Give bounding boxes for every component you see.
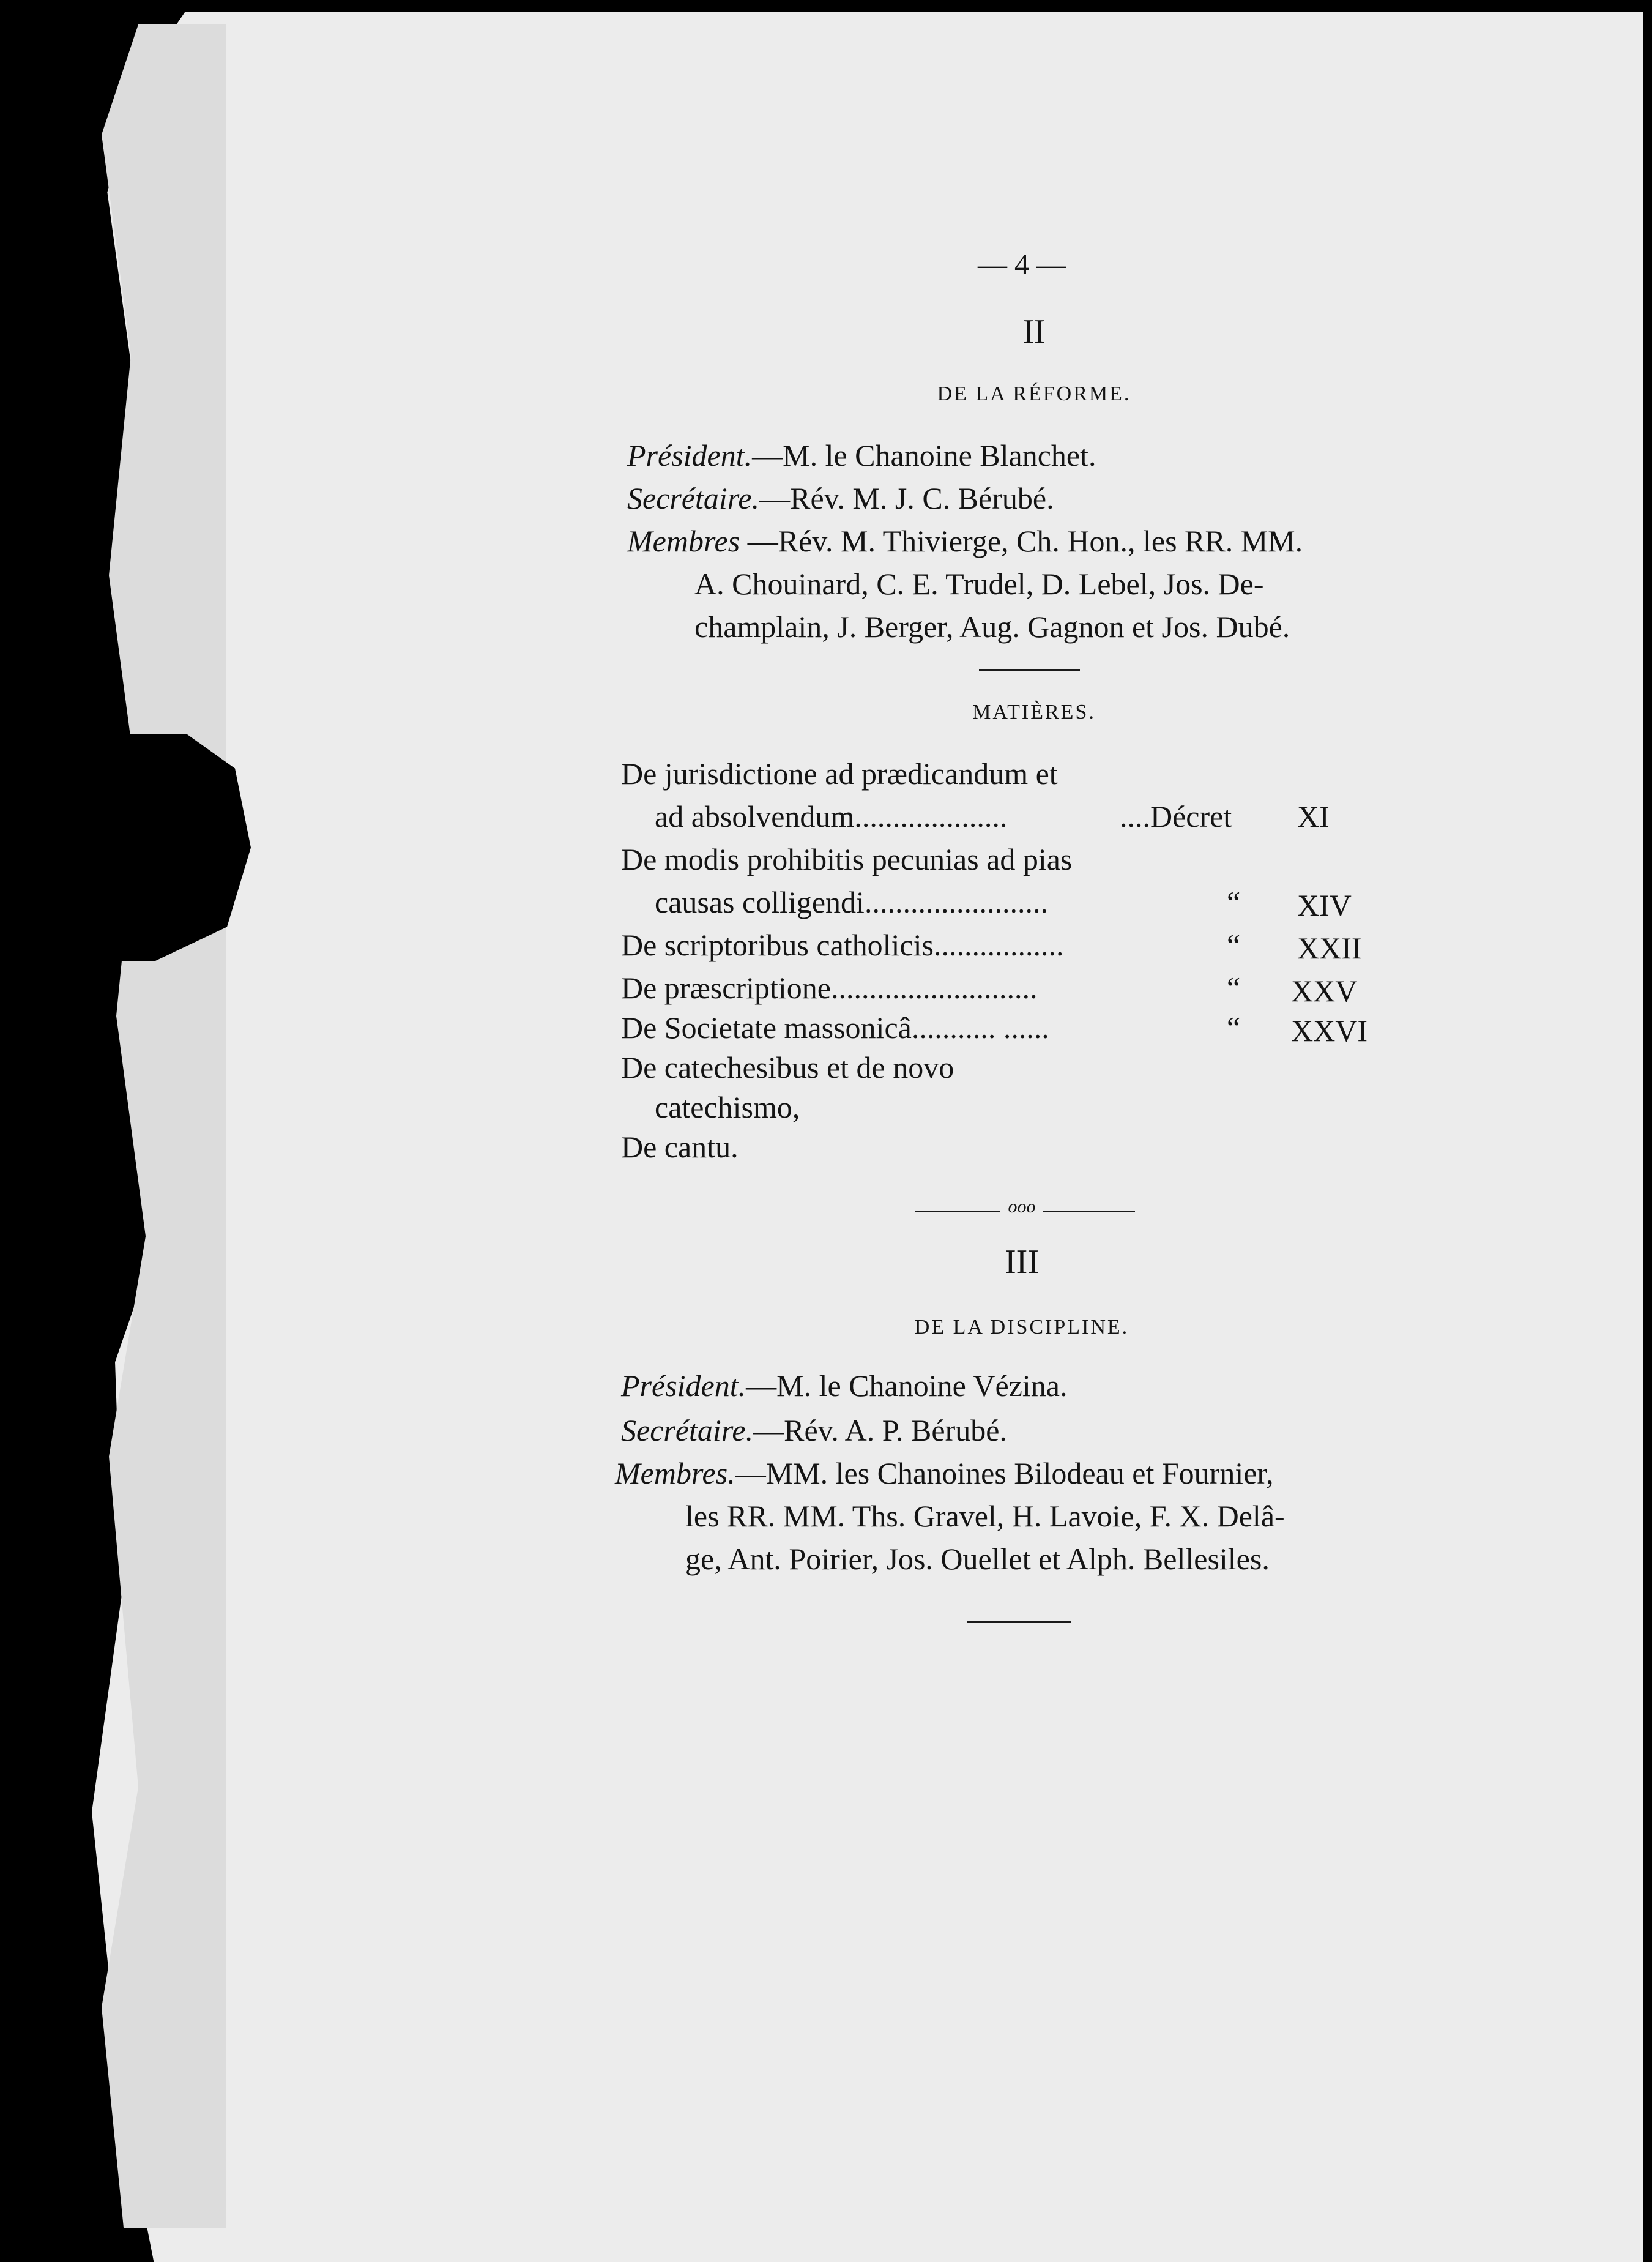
toc-entry: De Societate massonicâ........... ......: [621, 1010, 1049, 1045]
members-line: A. Chouinard, C. E. Trudel, D. Lebel, Jos. De-: [694, 567, 1264, 601]
toc-number: XIV: [1297, 888, 1352, 922]
members-label: Membres: [627, 524, 740, 558]
toc-entry: ad absolvendum....................: [655, 799, 1008, 834]
divider: [979, 669, 1080, 671]
toc-number: XXVI: [1291, 1013, 1367, 1048]
toc-ditto: “: [1227, 971, 1241, 1005]
president-text: —M. le Chanoine Vézina.: [746, 1368, 1068, 1403]
section-3-title: DE LA DISCIPLINE.: [914, 1316, 1129, 1338]
president-label: Président.: [621, 1368, 746, 1403]
separator-line-left: [915, 1211, 1000, 1212]
section-3-members: [615, 1452, 1274, 1494]
toc-entry: De catechesibus et de novo: [621, 1050, 954, 1084]
secretary-text: —Rév. A. P. Bérubé.: [753, 1413, 1007, 1447]
members-line: ge, Ant. Poirier, Jos. Ouellet et Alph. Bellesiles.: [685, 1542, 1270, 1576]
toc-entry: causas colligendi........................: [655, 885, 1048, 919]
section-3-president: [621, 1365, 1067, 1406]
toc-number: XI: [1297, 799, 1330, 834]
toc-entry: De modis prohibitis pecunias ad pias: [621, 842, 1073, 876]
toc-decret: ....Décret: [1120, 799, 1232, 834]
matieres-title: MATIÈRES.: [972, 701, 1096, 723]
toc-entry: De scriptoribus catholicis.................: [621, 928, 1064, 962]
section-2-secretary: [627, 477, 1054, 519]
members-line: —MM. les Chanoines Bilodeau et Fournier,: [735, 1456, 1274, 1490]
secretary-label: Secrétaire.: [621, 1413, 754, 1447]
toc-ditto: “: [1227, 928, 1241, 962]
section-2-president: [627, 435, 1096, 476]
page-number: — 4 —: [978, 248, 1066, 281]
separator-line-right: [1043, 1211, 1135, 1212]
section-2-title: DE LA RÉFORME.: [937, 383, 1131, 405]
members-line: —Rév. M. Thivierge, Ch. Hon., les RR. MM.: [747, 524, 1303, 558]
secretary-text: —Rév. M. J. C. Bérubé.: [759, 481, 1054, 515]
section-3-secretary: [621, 1409, 1007, 1451]
toc-entry: catechismo,: [655, 1090, 800, 1124]
toc-number: XXV: [1291, 974, 1358, 1008]
toc-entry: De præscriptione...........................: [621, 971, 1038, 1005]
separator-ooo: ooo: [1008, 1196, 1036, 1217]
president-label: Président.: [627, 438, 753, 472]
divider: [967, 1621, 1071, 1623]
toc-ditto: “: [1227, 1010, 1241, 1045]
section-3-numeral: III: [1005, 1243, 1039, 1281]
members-line: les RR. MM. Ths. Gravel, H. Lavoie, F. X. Delâ-: [685, 1499, 1285, 1533]
secretary-label: Secrétaire.: [627, 481, 760, 515]
section-2-numeral: II: [1022, 313, 1046, 351]
toc-entry: De cantu.: [621, 1130, 739, 1164]
members-line: champlain, J. Berger, Aug. Gagnon et Jos. Dubé.: [694, 610, 1290, 644]
president-text: —M. le Chanoine Blanchet.: [752, 438, 1096, 472]
toc-number: XXII: [1297, 931, 1362, 965]
section-2-members: [627, 520, 1303, 562]
toc-entry: De jurisdictione ad prædicandum et: [621, 756, 1058, 791]
toc-ditto: “: [1227, 885, 1241, 919]
members-label: Membres.: [615, 1456, 735, 1490]
